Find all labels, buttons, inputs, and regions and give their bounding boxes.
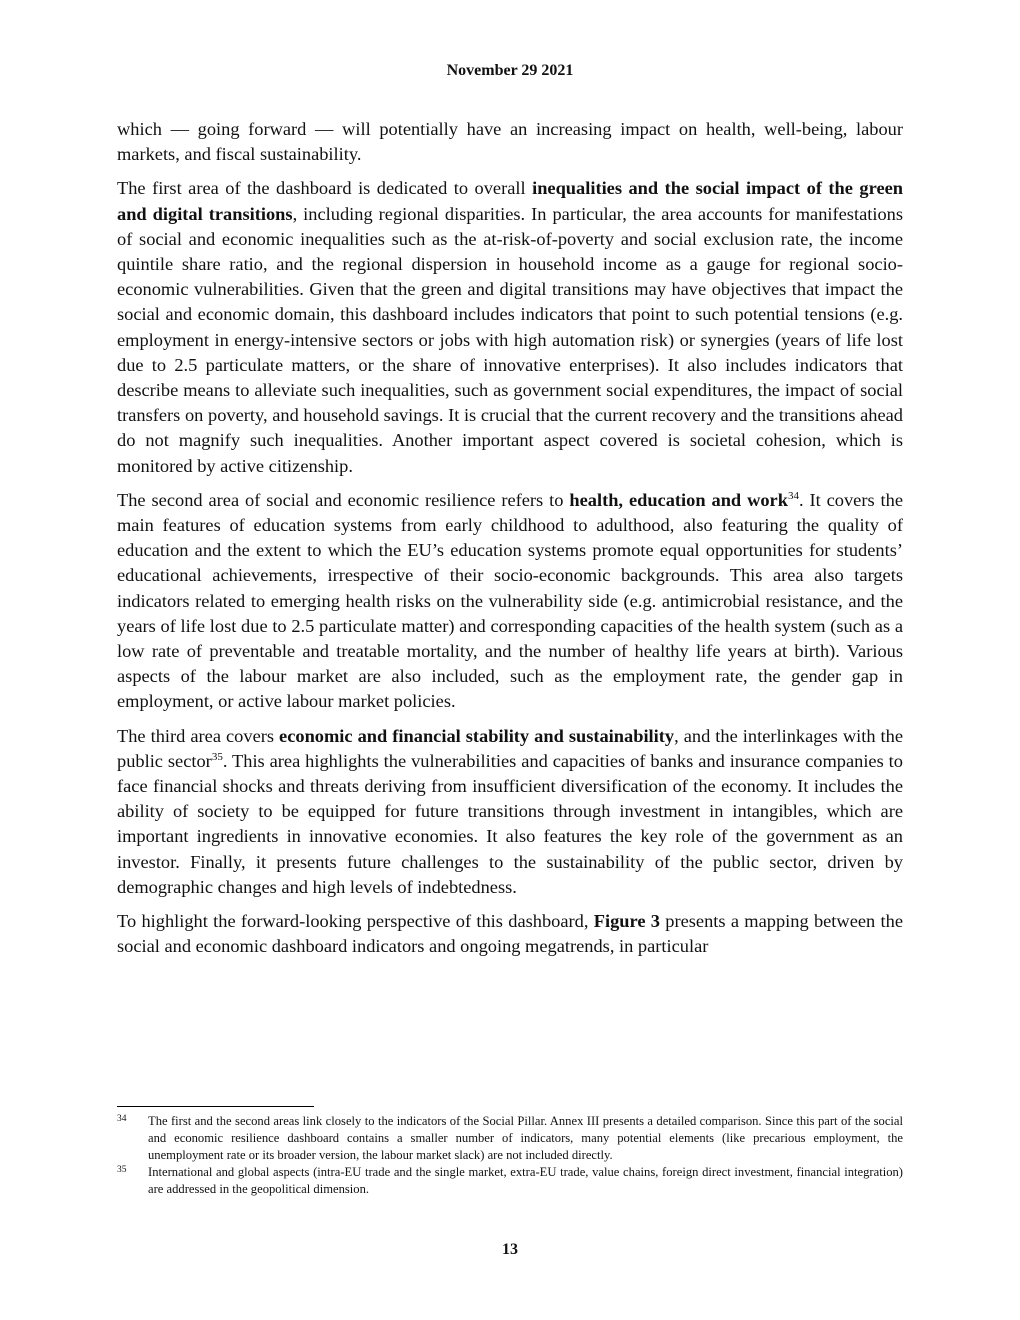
paragraph-4-bold-term: economic and financial stability and sustainability [279, 725, 675, 746]
paragraph-2 [117, 176, 903, 478]
paragraph-2-text-end: , including regional disparities. In particular, the area accounts for manifestations of social and economic inequalities such as the at-risk-of-poverty and social exclusion rate, the income quintile share ratio, and the regional dispersion in household income as a gauge for regional socio-economic vulnerabilities. Given that the green and digital transitions may have objectives that impact the social and economic domain, this dashboard includes indicators that point to such potential tensions (e.g. employment in energy-intensive sectors or jobs with high automation risk) or synergies (years of life lost due to 2.5 particulate matters, or the share of innovative enterprises). It also includes indicators that describe means to alleviate such inequalities, such as government social expenditures, the impact of social transfers on poverty, and household savings. It is crucial that the current recovery and the transitions ahead do not magnify such inequalities. Another important aspect covered is societal cohesion, which is monitored by active citizenship. [117, 203, 903, 476]
paragraph-5-text-start: To highlight the forward-looking perspective of this dashboard, [117, 911, 594, 932]
page-number: 13 [502, 1241, 518, 1258]
footnote-text: The first and the second areas link closely to the indicators of the Social Pillar. Annex III presents a detailed comparison. Since this part of the social and economic resilience dashboard contains a smaller number of indicators, many potential elements (like precarious employment, the unemployment rate or its broader version, the labour market slack) are not included directly. [148, 1114, 903, 1162]
paragraph-5 [117, 909, 903, 959]
paragraph-4-text-middle: , and the interlinkages with the public sector [117, 725, 904, 771]
footnote-ref-35[interactable]: 35 [211, 750, 223, 763]
footnote-ref-34[interactable]: 34 [787, 489, 799, 502]
paragraph-2-bold-term: inequalities and the social impact of the green and digital transitions [117, 178, 903, 224]
footnote-separator [117, 1106, 314, 1107]
paragraph-3-text-start: The second area of social and economic resilience refers to [117, 489, 570, 510]
footnote-text: International and global aspects (intra-EU trade and the single market, extra-EU trade, value chains, foreign direct investment, financial integration) are addressed in the geopolitical dimension. [148, 1165, 903, 1196]
paragraph-3 [117, 488, 903, 715]
paragraph-4-text-start: The third area covers [117, 725, 280, 746]
paragraph-4 [117, 724, 903, 900]
footnote-number: 35 [117, 1165, 127, 1175]
paragraph-1: which — going forward — will potentially have an increasing impact on health, well-being, labour markets, and fiscal sustainability. [117, 119, 903, 165]
footnotes [117, 1113, 903, 1198]
figure-3-reference: Figure 3 [593, 911, 660, 932]
body-text [117, 117, 903, 969]
paragraph-5-text-end: presents a mapping between the social and economic dashboard indicators and ongoing megatrends, in particular [117, 911, 903, 957]
paragraph-2-text-start: The first area of the dashboard is dedicated to overall [117, 178, 533, 199]
page-header-date: November 29 2021 [446, 62, 574, 79]
footnote-number: 34 [117, 1114, 127, 1124]
footnote-34 [117, 1113, 903, 1164]
paragraph-3-text-end: . It covers the main features of education systems from early childhood to adulthood, also featuring the quality of education and the extent to which the EU’s education systems promote equal opportunities for students’ educational achievements, irrespective of their socio-economic backgrounds. This area also targets indicators related to emerging health risks on the vulnerability side (e.g. antimicrobial resistance, and the years of life lost due to 2.5 particulate matter) and corresponding capacities of the health system (such as a low rate of preventable and treatable mortality, and the number of healthy life years at birth). Various aspects of the labour market are also included, such as the employment rate, the gender gap in employment, or active labour market policies. [117, 489, 904, 712]
footnote-35 [117, 1164, 903, 1198]
paragraph-4-text-end: . This area highlights the vulnerabilities and capacities of banks and insurance companies to face financial shocks and threats deriving from insufficient diversification of the economy. It includes the ability of society to be equipped for future transitions through investment in intangibles, which are important ingredients in innovative economies. It also features the key role of the government as an investor. Finally, it presents future challenges to the sustainability of the public sector, driven by demographic changes and high levels of indebtedness. [117, 750, 903, 897]
paragraph-3-bold-term: health, education and work [569, 489, 788, 510]
